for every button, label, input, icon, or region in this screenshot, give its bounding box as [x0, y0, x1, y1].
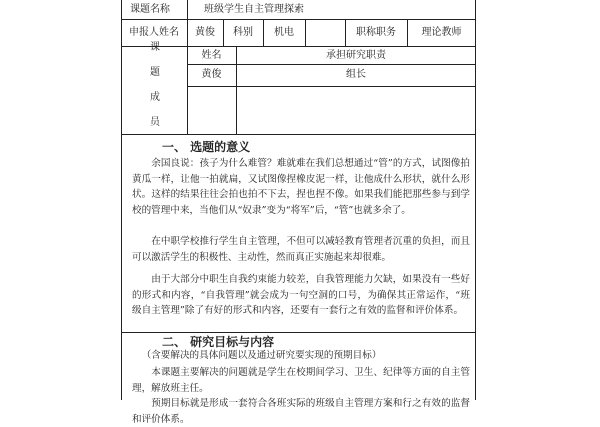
members-col-name: 姓名 — [201, 50, 222, 61]
section-title: 二、 研究目标与内容 — [162, 335, 275, 349]
paragraph: 预期目标就是形成一套符合各班实际的班级自主管理方案和行之有效的监督和评价体系。 — [132, 398, 470, 425]
dept-value: 机电 — [274, 27, 294, 38]
table-rule — [187, 86, 476, 87]
members-side-char: 成 — [150, 92, 160, 103]
members-side-char: 课 — [150, 42, 160, 53]
paragraph: 本课题主要解决的问题就是学生在校期间学习、卫生、纪律等方面的自主管理，解放班主任。 — [132, 367, 470, 394]
members-side-label — [148, 35, 162, 135]
table-rule — [305, 19, 306, 46]
topic-label: 课题名称 — [130, 4, 170, 15]
title-label: 职称职务 — [356, 27, 396, 38]
member-name: 黄俊 — [201, 69, 222, 80]
table-rule — [121, 46, 476, 47]
member-duty: 组长 — [346, 69, 366, 80]
topic-value: 班级学生自主管理探索 — [204, 4, 304, 15]
title-value: 理论教师 — [421, 27, 462, 38]
members-col-duty: 承担研究职责 — [326, 50, 386, 61]
table-rule — [187, 0, 188, 19]
applicant-value: 黄俊 — [195, 27, 215, 38]
section-title: 一、 选题的意义 — [162, 140, 251, 154]
members-side-char: 题 — [150, 67, 160, 78]
paragraph: 由于大部分中职生自我约束能力较差，自我管理能力欠缺，如果没有一些好的形式和内容，“自我管理”就会成为一句空洞的口号，为确保其正常运作，“班级自主管理”除了有好的形式和内容，还要有一套行之有效的监督和评价体系。 — [132, 274, 470, 317]
paragraph: 余国良说：孩子为什么难管？难就难在我们总想通过“管”的方式，试图像拍黄瓜一样，让他一拍就扁，又试图像捏橡皮泥一样，让他成什么形状，就什么形状。这样的结果往往会拍也拍不下去，捏也捏不像。如果我们能把那些参与到学校的管理中来，当他们从“奴隶”变为“将军”后，“管”也就多余了。 — [132, 158, 470, 216]
table-rule — [121, 134, 476, 135]
applicant-label: 申报人姓名 — [129, 27, 179, 38]
paragraph: 在中职学校推行学生自主管理，不但可以减轻教育管理者沉重的负担，而且可以激活学生的积极性、主动性，然而真正实施起来却很难。 — [132, 236, 470, 263]
table-rule — [187, 64, 476, 65]
paragraph: （含要解决的具体问题以及通过研究要实现的预期目标） — [141, 350, 382, 361]
members-side-char: 员 — [150, 117, 160, 128]
dept-label: 科别 — [233, 27, 253, 38]
table-rule — [121, 19, 476, 20]
